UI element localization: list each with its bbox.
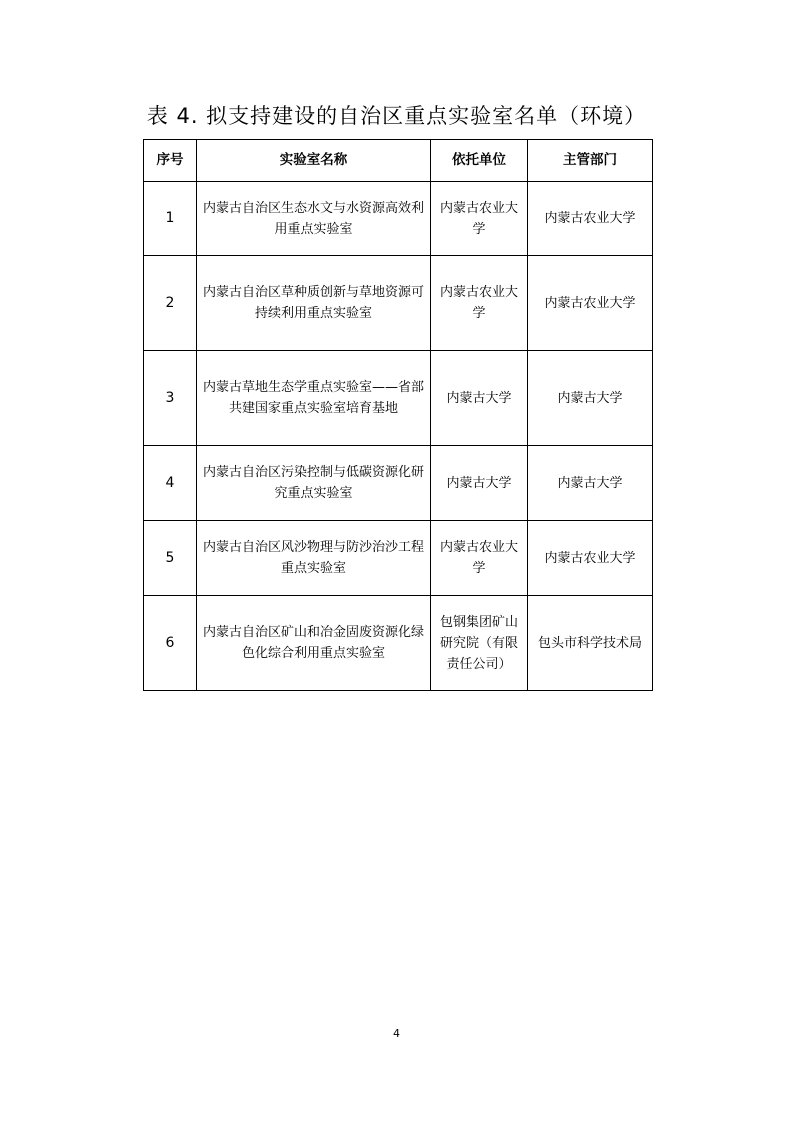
cell-serial: 1 xyxy=(144,182,197,256)
table-title: 表 4. 拟支持建设的自治区重点实验室名单（环境） xyxy=(146,104,647,128)
table-row xyxy=(144,256,653,351)
table-row xyxy=(144,521,653,596)
table-row xyxy=(144,596,653,691)
cell-department: 内蒙古农业大学 xyxy=(528,182,653,256)
cell-host-unit: 内蒙古农业大学 xyxy=(431,256,528,351)
cell-lab-name: 内蒙古自治区污染控制与低碳资源化研究重点实验室 xyxy=(197,446,431,521)
cell-department: 包头市科学技术局 xyxy=(528,596,653,691)
table-row xyxy=(144,351,653,446)
cell-department: 内蒙古农业大学 xyxy=(528,521,653,596)
table-header-row xyxy=(144,140,653,182)
cell-serial: 4 xyxy=(144,446,197,521)
cell-lab-name: 内蒙古草地生态学重点实验室——省部共建国家重点实验室培育基地 xyxy=(197,351,431,446)
header-serial: 序号 xyxy=(144,140,197,182)
cell-lab-name: 内蒙古自治区矿山和冶金固废资源化绿色化综合利用重点实验室 xyxy=(197,596,431,691)
header-lab-name: 实验室名称 xyxy=(197,140,431,182)
table-row xyxy=(144,182,653,256)
cell-department: 内蒙古大学 xyxy=(528,446,653,521)
table-row xyxy=(144,446,653,521)
cell-department: 内蒙古农业大学 xyxy=(528,256,653,351)
cell-host-unit: 包钢集团矿山研究院（有限责任公司） xyxy=(431,596,528,691)
page-number: 4 xyxy=(393,1027,400,1040)
cell-serial: 3 xyxy=(144,351,197,446)
cell-department: 内蒙古大学 xyxy=(528,351,653,446)
cell-serial: 6 xyxy=(144,596,197,691)
cell-lab-name: 内蒙古自治区风沙物理与防沙治沙工程重点实验室 xyxy=(197,521,431,596)
header-host-unit: 依托单位 xyxy=(431,140,528,182)
cell-lab-name: 内蒙古自治区生态水文与水资源高效利用重点实验室 xyxy=(197,182,431,256)
cell-host-unit: 内蒙古大学 xyxy=(431,351,528,446)
cell-lab-name: 内蒙古自治区草种质创新与草地资源可持续利用重点实验室 xyxy=(197,256,431,351)
cell-host-unit: 内蒙古农业大学 xyxy=(431,521,528,596)
cell-host-unit: 内蒙古大学 xyxy=(431,446,528,521)
cell-serial: 5 xyxy=(144,521,197,596)
cell-serial: 2 xyxy=(144,256,197,351)
header-department: 主管部门 xyxy=(528,140,653,182)
lab-list-table xyxy=(143,139,653,691)
cell-host-unit: 内蒙古农业大学 xyxy=(431,182,528,256)
